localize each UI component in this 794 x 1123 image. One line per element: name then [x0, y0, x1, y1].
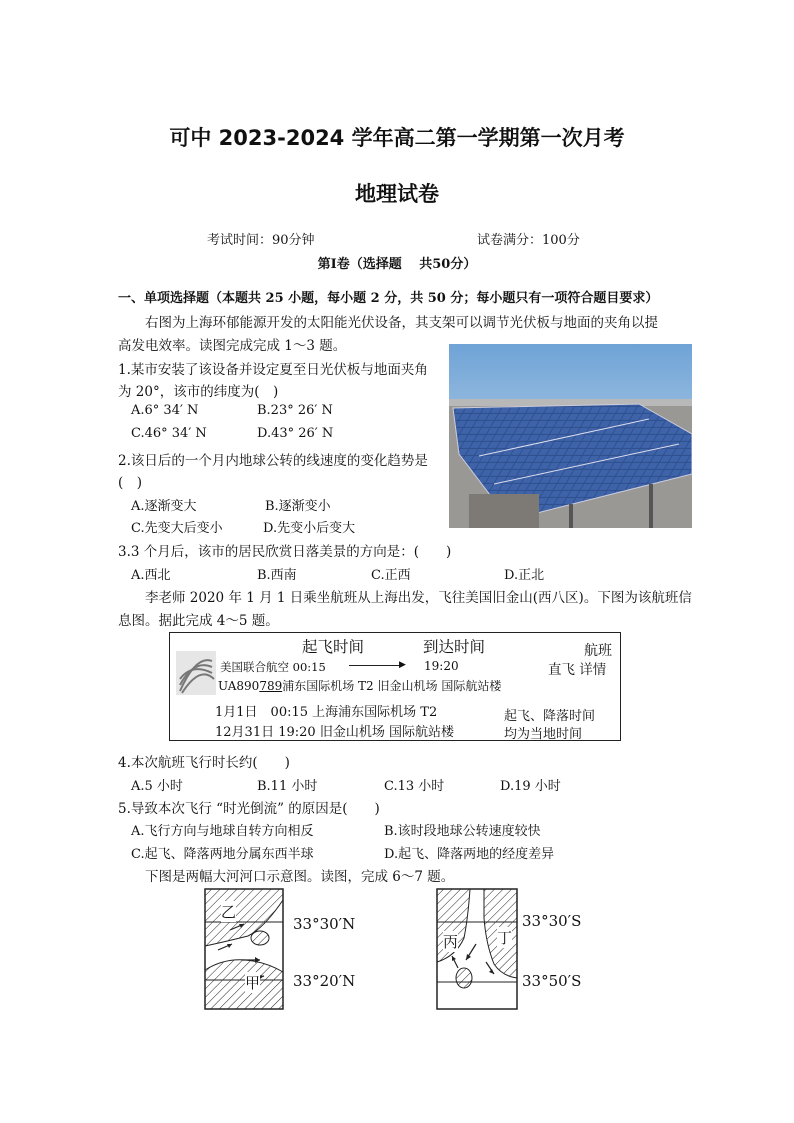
time-note-line2: 均为当地时间: [504, 727, 583, 742]
q1-option-a[interactable]: A.6° 34′ N: [131, 403, 199, 418]
q4-option-d[interactable]: D.19 小时: [500, 779, 561, 794]
volume-title: 第Ⅰ卷（选择题 共50分）: [317, 257, 477, 272]
full-score: 试卷满分：100分: [477, 233, 580, 248]
q1-stem-line2: 为 20°，该市的纬度为( ): [118, 384, 279, 400]
arr-detail: 12月31日 19:20 旧金山机场 国际航站楼: [215, 725, 454, 740]
q2-option-b[interactable]: B.逐渐变小: [265, 499, 331, 514]
intro-line-1: 右图为上海环郁能源开发的太阳能光伏设备，其支架可以调节光伏板与地面的夹角以提: [145, 315, 658, 331]
airports-summary: 浦东国际机场 T2 旧金山机场 国际航站楼: [282, 679, 502, 693]
q3-option-a[interactable]: A.西北: [131, 568, 171, 583]
section-heading: 一、单项选择题（本题共 25 小题，每小题 2 分，共 50 分；每小题只有一项符合题目要求）: [118, 291, 659, 306]
q2-option-a[interactable]: A.逐渐变大: [131, 499, 197, 514]
q5-option-a[interactable]: A.飞行方向与地球自转方向相反: [131, 824, 314, 839]
arr-header: 到达时间: [423, 638, 486, 656]
estuary-map-north: [204, 888, 284, 1010]
label-bing: 丙: [443, 933, 459, 951]
q3-stem: 3.3 个月后，该市的居民欣赏日落美景的方向是：( ): [118, 544, 452, 560]
direct-details-link[interactable]: 直飞 详情: [548, 662, 607, 678]
q2-stem-line2: ( ): [118, 475, 143, 491]
q1-option-c[interactable]: C.46° 34′ N: [131, 426, 207, 441]
right-bottom-latitude: 33°50′S: [522, 972, 582, 990]
q5-option-d[interactable]: D.起飞、降落两地的经度差异: [384, 847, 555, 862]
label-jia: 甲: [245, 974, 261, 992]
label-ding: 丁: [497, 929, 513, 947]
q4-option-b[interactable]: B.11 小时: [257, 779, 318, 794]
flight-arrow-line: [349, 665, 403, 666]
airline-dep-time: 美国联合航空 00:15: [220, 660, 326, 674]
flight-info-card: [169, 632, 621, 741]
exam-time: 考试时间：90分钟: [207, 233, 315, 248]
q1-stem-line1: 1.某市安装了该设备并设定夏至日光伏板与地面夹角: [118, 362, 428, 378]
q1-option-d[interactable]: D.43° 26′ N: [257, 426, 334, 441]
q3-option-d[interactable]: D.正北: [504, 568, 545, 583]
q5-stem: 5.导致本次飞行 “时光倒流” 的原因是( ): [118, 801, 380, 817]
q5-option-b[interactable]: B.该时段地球公转速度较快: [384, 824, 541, 839]
label-yi: 乙: [221, 903, 237, 921]
q4-option-c[interactable]: C.13 小时: [384, 779, 445, 794]
aircraft-type: 789: [259, 679, 283, 693]
flight-number-row: [218, 677, 501, 694]
exam-title: 可中 2023-2024 学年高二第一学期第一次月考: [169, 126, 625, 150]
route-header: 航班: [584, 643, 612, 659]
dep-header: 起飞时间: [302, 638, 365, 656]
intro-line-2: 高发电效率。读图完成完成 1～3 题。: [118, 338, 347, 354]
right-top-latitude: 33°30′S: [522, 912, 582, 930]
q4-option-a[interactable]: A.5 小时: [131, 779, 183, 794]
arr-time: 19:20: [424, 659, 459, 673]
flight-number: UA890: [218, 679, 260, 693]
airline-logo: [176, 651, 216, 695]
q1-option-b[interactable]: B.23° 26′ N: [257, 403, 333, 418]
q3-option-b[interactable]: B.西南: [257, 568, 297, 583]
time-note-line1: 起飞、降落时间: [504, 709, 596, 724]
q2-option-d[interactable]: D.先变小后变大: [263, 521, 356, 536]
exam-subtitle: 地理试卷: [355, 182, 439, 206]
flight-arrow-icon: ▶: [399, 660, 406, 670]
solar-panel-photo: [449, 344, 692, 528]
q3-option-c[interactable]: C.正西: [371, 568, 411, 583]
q5-option-c[interactable]: C.起飞、降落两地分属东西半球: [131, 847, 314, 862]
intro45-line1: 李老师 2020 年 1 月 1 日乘坐航班从上海出发，飞往美国旧金山(西八区)。下图为该航班信: [145, 590, 692, 606]
left-bottom-latitude: 33°20′N: [293, 972, 356, 990]
intro45-line2: 息图。据此完成 4～5 题。: [118, 613, 279, 629]
q2-option-c[interactable]: C.先变大后变小: [131, 521, 223, 536]
q2-stem-line1: 2.该日后的一个月内地球公转的线速度的变化趋势是: [118, 453, 428, 469]
q4-stem: 4.本次航班飞行时长约( ): [118, 755, 290, 771]
left-top-latitude: 33°30′N: [293, 915, 356, 933]
intro67: 下图是两幅大河河口示意图。读图，完成 6～7 题。: [145, 869, 455, 885]
dep-detail: 1月1日 00:15 上海浦东国际机场 T2: [215, 705, 438, 720]
